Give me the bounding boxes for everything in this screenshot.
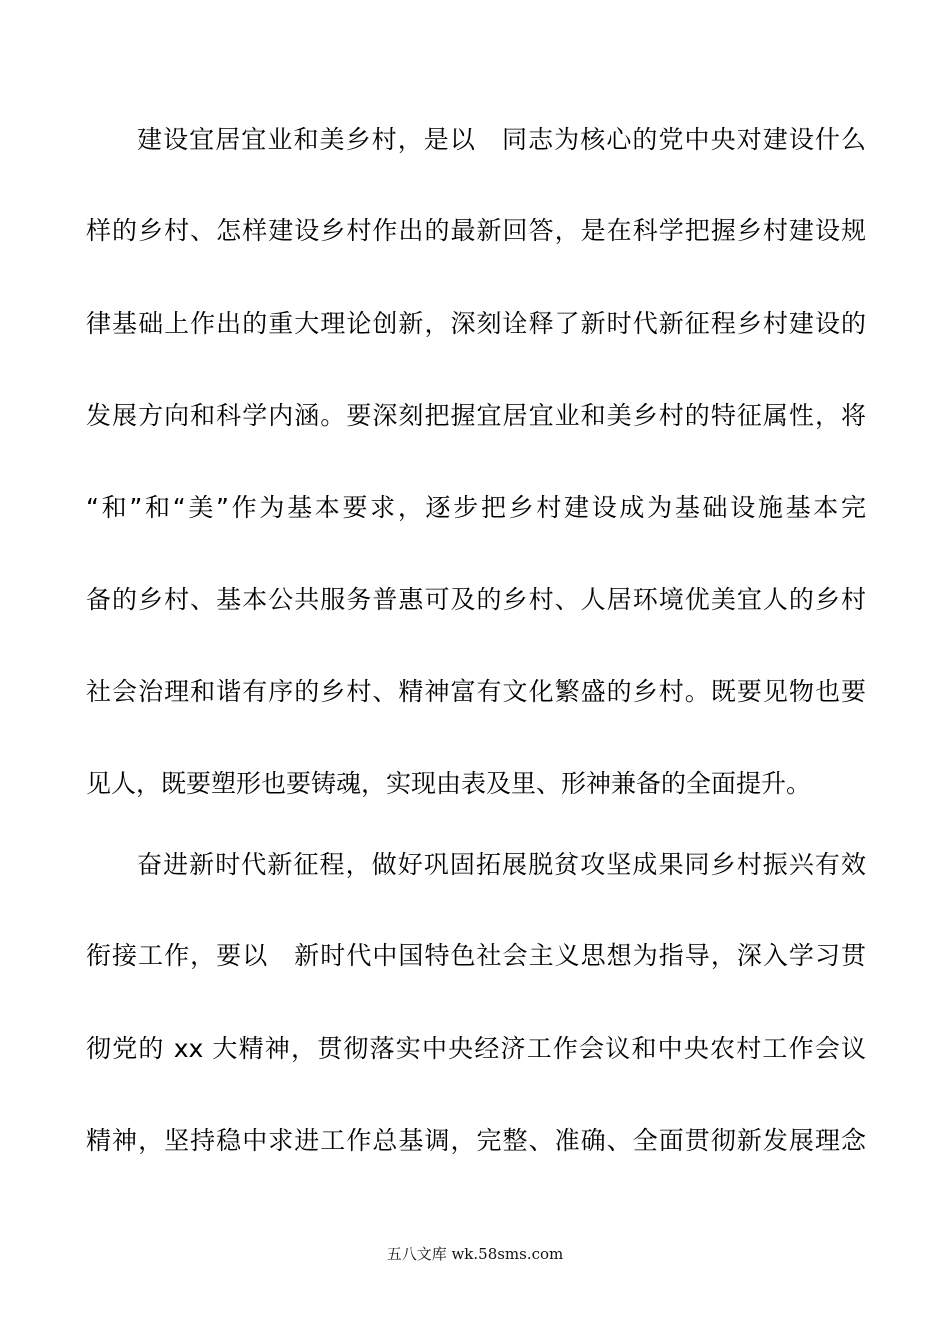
footer-watermark: 五八文库 wk.58sms.com: [386, 1245, 564, 1263]
paragraph-1-line-5: “和”和“美”作为基本要求，逐步把乡村建设成为基础设施基本完: [86, 493, 866, 522]
paragraph-1-line-4: 发展方向和科学内涵。要深刻把握宜居宜业和美乡村的特征属性，将: [86, 401, 866, 430]
paragraph-2-line-2: 衔接工作，要以 新时代中国特色社会主义思想为指导，深入学习贯: [86, 941, 866, 970]
paragraph-1-line-8: 见人，既要塑形也要铸魂，实现由表及里、形神兼备的全面提升。: [86, 769, 812, 798]
paragraph-2-line-1: 奋进新时代新征程，做好巩固拓展脱贫攻坚成果同乡村振兴有效: [137, 850, 866, 879]
paragraph-1-line-7: 社会治理和谐有序的乡村、精神富有文化繁盛的乡村。既要见物也要: [86, 677, 866, 706]
paragraph-1-line-1: 建设宜居宜业和美乡村，是以 同志为核心的党中央对建设什么: [137, 125, 866, 154]
paragraph-1-line-2: 样的乡村、怎样建设乡村作出的最新回答，是在科学把握乡村建设规: [86, 216, 866, 245]
paragraph-1-line-3: 律基础上作出的重大理论创新，深刻诠释了新时代新征程乡村建设的: [86, 309, 866, 338]
paragraph-1-line-6: 备的乡村、基本公共服务普惠可及的乡村、人居环境优美宜人的乡村: [86, 585, 866, 614]
paragraph-2-line-4: 精神，坚持稳中求进工作总基调，完整、准确、全面贯彻新发展理念: [86, 1126, 866, 1155]
paragraph-2-line-3: 彻党的 xx 大精神，贯彻落实中央经济工作会议和中央农村工作会议: [86, 1034, 866, 1063]
